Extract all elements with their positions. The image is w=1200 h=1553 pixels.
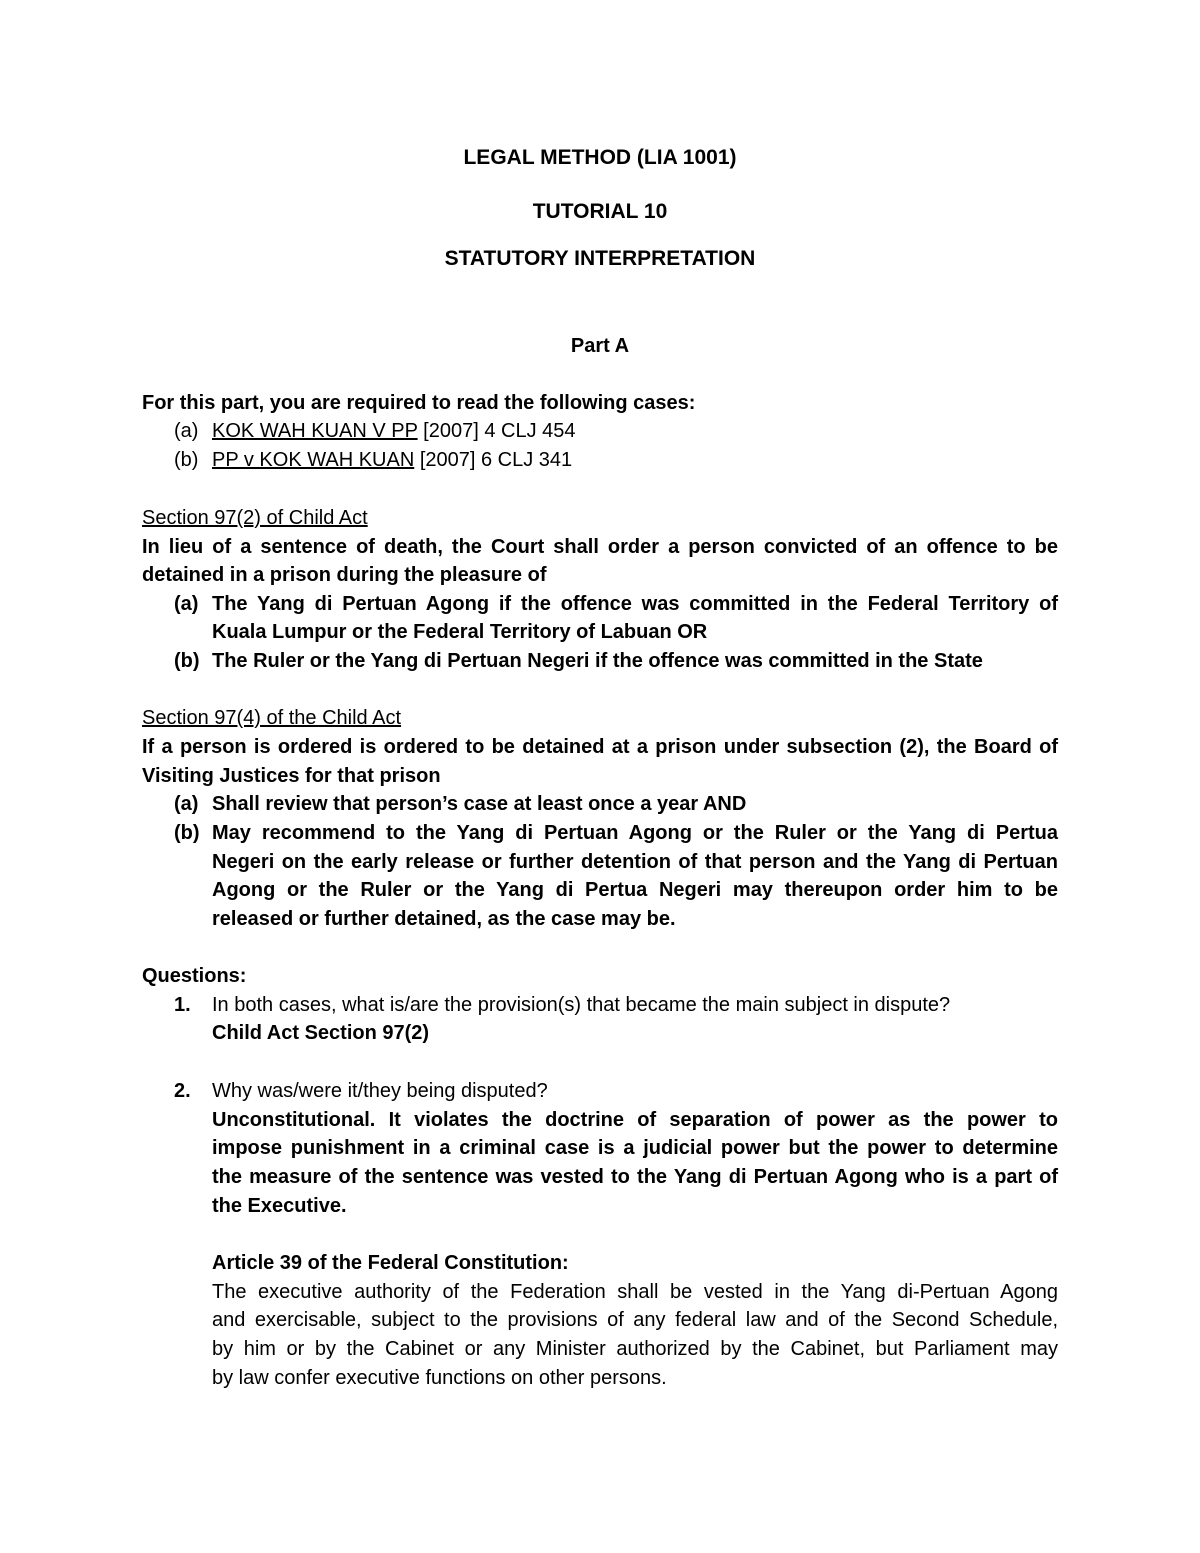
case-label-a: (a) [174,420,199,442]
section-97-2-heading: Section 97(2) of Child Act [142,507,368,529]
question-1-answer: Child Act Section 97(2) [212,1022,430,1044]
article-39-line-1: The executive authority of the Federation shall be vested in the Yang di-Pertuan Agong [212,1281,1058,1303]
section-97-4-line-1: If a person is ordered is ordered to be detained at a prison under subsection (2), the Board of [142,736,1058,758]
case-label-b: (b) [174,449,199,471]
tutorial-number: TUTORIAL 10 [532,200,668,223]
case-name-b: PP v KOK WAH KUAN [212,449,415,471]
question-2-answer-line-4: the Executive. [212,1195,347,1217]
section-97-2-item-a-label: (a) [174,593,199,615]
section-97-2-item-a-line-1: The Yang di Pertuan Agong if the offence was committed in the Federal Territory of [212,593,1058,615]
section-97-2-item-b-line-1: The Ruler or the Yang di Pertuan Negeri if the offence was committed in the State [212,650,983,672]
section-97-4-line-2: Visiting Justices for that prison [142,765,441,787]
section-97-4-item-b-line-3: Agong or the Ruler or the Yang di Pertua Negeri may thereupon order him to be [212,879,1058,901]
document-title: LEGAL METHOD (LIA 1001) [463,146,737,169]
question-1-number: 1. [174,994,191,1016]
questions-heading: Questions: [142,965,247,987]
case-citation-a: [2007] 4 CLJ 454 [417,420,576,442]
question-2-text: Why was/were it/they being disputed? [212,1080,548,1102]
section-97-4-item-b-line-2: Negeri on the early release or further detention of that person and the Yang di Pertuan [212,851,1058,873]
case-item-a [212,420,576,443]
section-97-2-line-2: detained in a prison during the pleasure of [142,564,547,586]
case-name-a: KOK WAH KUAN V PP [212,420,418,442]
intro-text: For this part, you are required to read the following cases: [142,392,696,414]
article-39-line-3: by him or by the Cabinet or any Minister authorized by the Cabinet, but Parliament may [212,1338,1058,1360]
section-97-4-item-b-label: (b) [174,822,200,844]
section-97-2-line-1: In lieu of a sentence of death, the Court shall order a person convicted of an offence to be [142,536,1058,558]
article-39-line-2: and exercisable, subject to the provisions of any federal law and of the Second Schedule, [212,1309,1058,1331]
article-39-line-4: by law confer executive functions on other persons. [212,1367,667,1389]
question-2-answer-line-2: impose punishment in a criminal case is a judicial power but the power to determine [212,1137,1058,1159]
case-item-b [212,449,572,472]
section-97-2-item-b-label: (b) [174,650,200,672]
section-97-4-item-b-line-1: May recommend to the Yang di Pertuan Agong or the Ruler or the Yang di Pertua [212,822,1058,844]
part-heading: Part A [570,335,630,357]
question-2-answer-line-3: the measure of the sentence was vested to the Yang di Pertuan Agong who is a part of [212,1166,1058,1188]
case-citation-b: [2007] 6 CLJ 341 [414,449,573,471]
question-2-answer-line-1: Unconstitutional. It violates the doctrine of separation of power as the power to [212,1109,1058,1131]
section-97-2-item-a-line-2: Kuala Lumpur or the Federal Territory of Labuan OR [212,621,708,643]
section-97-4-item-a-line-1: Shall review that person’s case at least once a year AND [212,793,747,815]
question-1-text: In both cases, what is/are the provision(s) that became the main subject in dispute? [212,994,951,1016]
tutorial-topic: STATUTORY INTERPRETATION [444,247,756,270]
section-97-4-item-a-label: (a) [174,793,199,815]
question-2-number: 2. [174,1080,191,1102]
section-97-4-item-b-line-4: released or further detained, as the case may be. [212,908,676,930]
article-39-heading: Article 39 of the Federal Constitution: [212,1252,569,1274]
section-97-4-heading: Section 97(4) of the Child Act [142,707,402,729]
